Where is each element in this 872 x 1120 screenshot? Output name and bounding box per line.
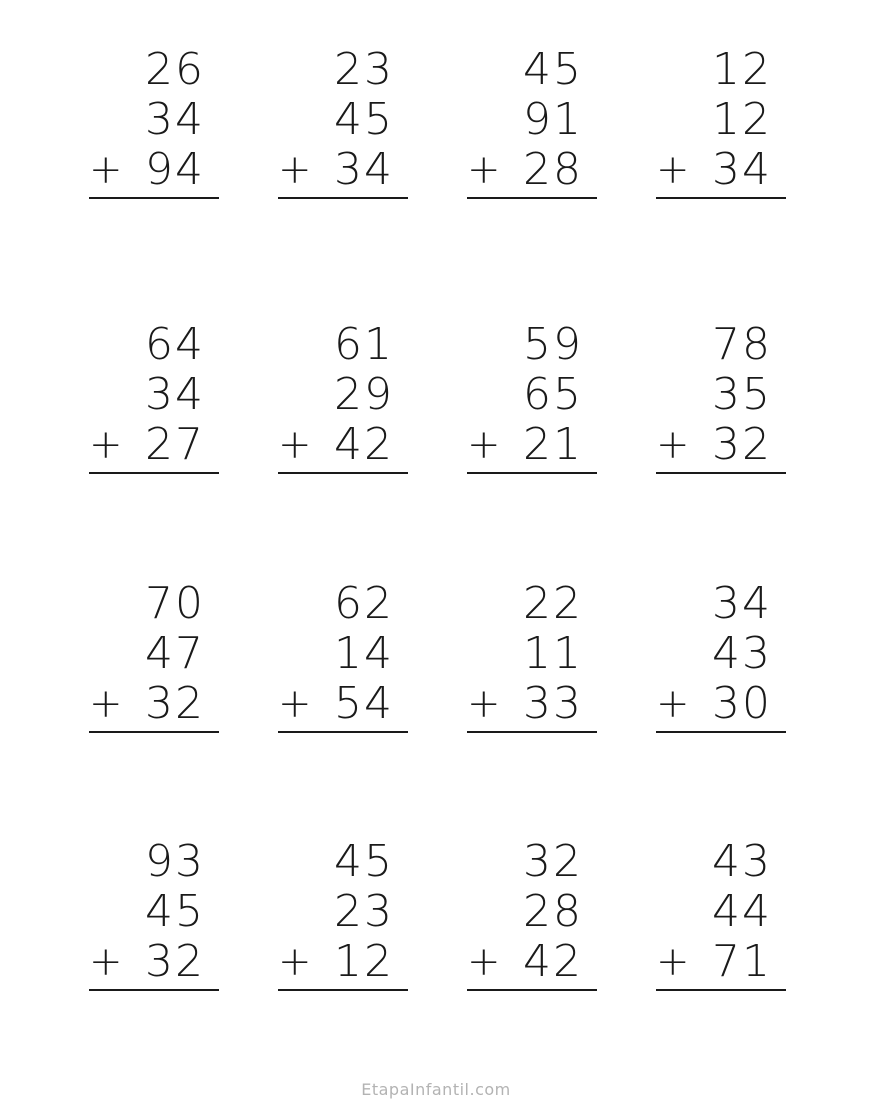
addend-2: 29: [334, 369, 394, 420]
plus-sign: +: [278, 681, 312, 727]
addition-problem-6: [278, 320, 408, 480]
addend-2: 11: [523, 628, 583, 679]
addend-3: 30: [712, 678, 772, 729]
addend-1: 70: [145, 578, 205, 629]
addition-problem-13: [89, 837, 219, 997]
addend-3: 33: [523, 678, 583, 729]
plus-sign: +: [89, 939, 123, 985]
plus-sign: +: [278, 147, 312, 193]
plus-sign: +: [656, 681, 690, 727]
sum-line: [656, 472, 786, 474]
addition-problem-2: [278, 45, 408, 205]
addition-problem-16: [656, 837, 786, 997]
addition-problem-9: [89, 579, 219, 739]
plus-sign: +: [278, 422, 312, 468]
addend-3: 54: [334, 678, 394, 729]
addend-3: 28: [523, 144, 583, 195]
addition-problem-14: [278, 837, 408, 997]
addend-1: 34: [712, 578, 772, 629]
sum-line: [89, 472, 219, 474]
addend-2: 44: [712, 886, 772, 937]
plus-sign: +: [467, 147, 501, 193]
addend-2: 47: [145, 628, 205, 679]
addend-1: 61: [334, 319, 394, 370]
addition-problem-10: [278, 579, 408, 739]
addition-problem-3: [467, 45, 597, 205]
addend-3: 21: [523, 419, 583, 470]
sum-line: [278, 197, 408, 199]
addition-problem-11: [467, 579, 597, 739]
addition-problem-7: [467, 320, 597, 480]
plus-sign: +: [656, 147, 690, 193]
addition-problem-12: [656, 579, 786, 739]
addend-1: 45: [523, 44, 583, 95]
addend-2: 14: [334, 628, 394, 679]
sum-line: [89, 989, 219, 991]
plus-sign: +: [467, 422, 501, 468]
plus-sign: +: [467, 681, 501, 727]
plus-sign: +: [89, 681, 123, 727]
addend-1: 64: [145, 319, 205, 370]
addend-1: 43: [712, 836, 772, 887]
addend-1: 23: [334, 44, 394, 95]
sum-line: [656, 197, 786, 199]
addend-2: 45: [334, 94, 394, 145]
addend-2: 23: [334, 886, 394, 937]
sum-line: [656, 989, 786, 991]
addend-3: 12: [334, 936, 394, 987]
sum-line: [278, 731, 408, 733]
sum-line: [656, 731, 786, 733]
plus-sign: +: [656, 939, 690, 985]
addend-2: 12: [712, 94, 772, 145]
addend-1: 45: [334, 836, 394, 887]
addend-3: 42: [334, 419, 394, 470]
addend-3: 71: [712, 936, 772, 987]
addend-1: 32: [523, 836, 583, 887]
sum-line: [467, 989, 597, 991]
addend-2: 45: [145, 886, 205, 937]
plus-sign: +: [89, 422, 123, 468]
sum-line: [89, 197, 219, 199]
watermark-text: EtapaInfantil.com: [361, 1080, 511, 1099]
addend-1: 22: [523, 578, 583, 629]
addend-3: 42: [523, 936, 583, 987]
addend-1: 62: [334, 578, 394, 629]
addend-1: 78: [712, 319, 772, 370]
sum-line: [278, 472, 408, 474]
addition-problem-1: [89, 45, 219, 205]
addend-1: 26: [145, 44, 205, 95]
sum-line: [278, 989, 408, 991]
addition-problem-15: [467, 837, 597, 997]
addend-1: 12: [712, 44, 772, 95]
addend-2: 91: [523, 94, 583, 145]
addition-problem-4: [656, 45, 786, 205]
addend-2: 28: [523, 886, 583, 937]
addend-3: 34: [334, 144, 394, 195]
addend-3: 32: [712, 419, 772, 470]
addend-2: 34: [145, 369, 205, 420]
plus-sign: +: [656, 422, 690, 468]
sum-line: [467, 472, 597, 474]
addend-3: 32: [145, 936, 205, 987]
sum-line: [467, 731, 597, 733]
addend-2: 65: [523, 369, 583, 420]
addition-problem-5: [89, 320, 219, 480]
addend-1: 93: [145, 836, 205, 887]
addition-problem-8: [656, 320, 786, 480]
addend-1: 59: [523, 319, 583, 370]
addend-3: 32: [145, 678, 205, 729]
plus-sign: +: [278, 939, 312, 985]
plus-sign: +: [89, 147, 123, 193]
addend-3: 34: [712, 144, 772, 195]
addend-3: 27: [145, 419, 205, 470]
addend-2: 34: [145, 94, 205, 145]
addend-3: 94: [145, 144, 205, 195]
sum-line: [467, 197, 597, 199]
addend-2: 43: [712, 628, 772, 679]
plus-sign: +: [467, 939, 501, 985]
addend-2: 35: [712, 369, 772, 420]
sum-line: [89, 731, 219, 733]
